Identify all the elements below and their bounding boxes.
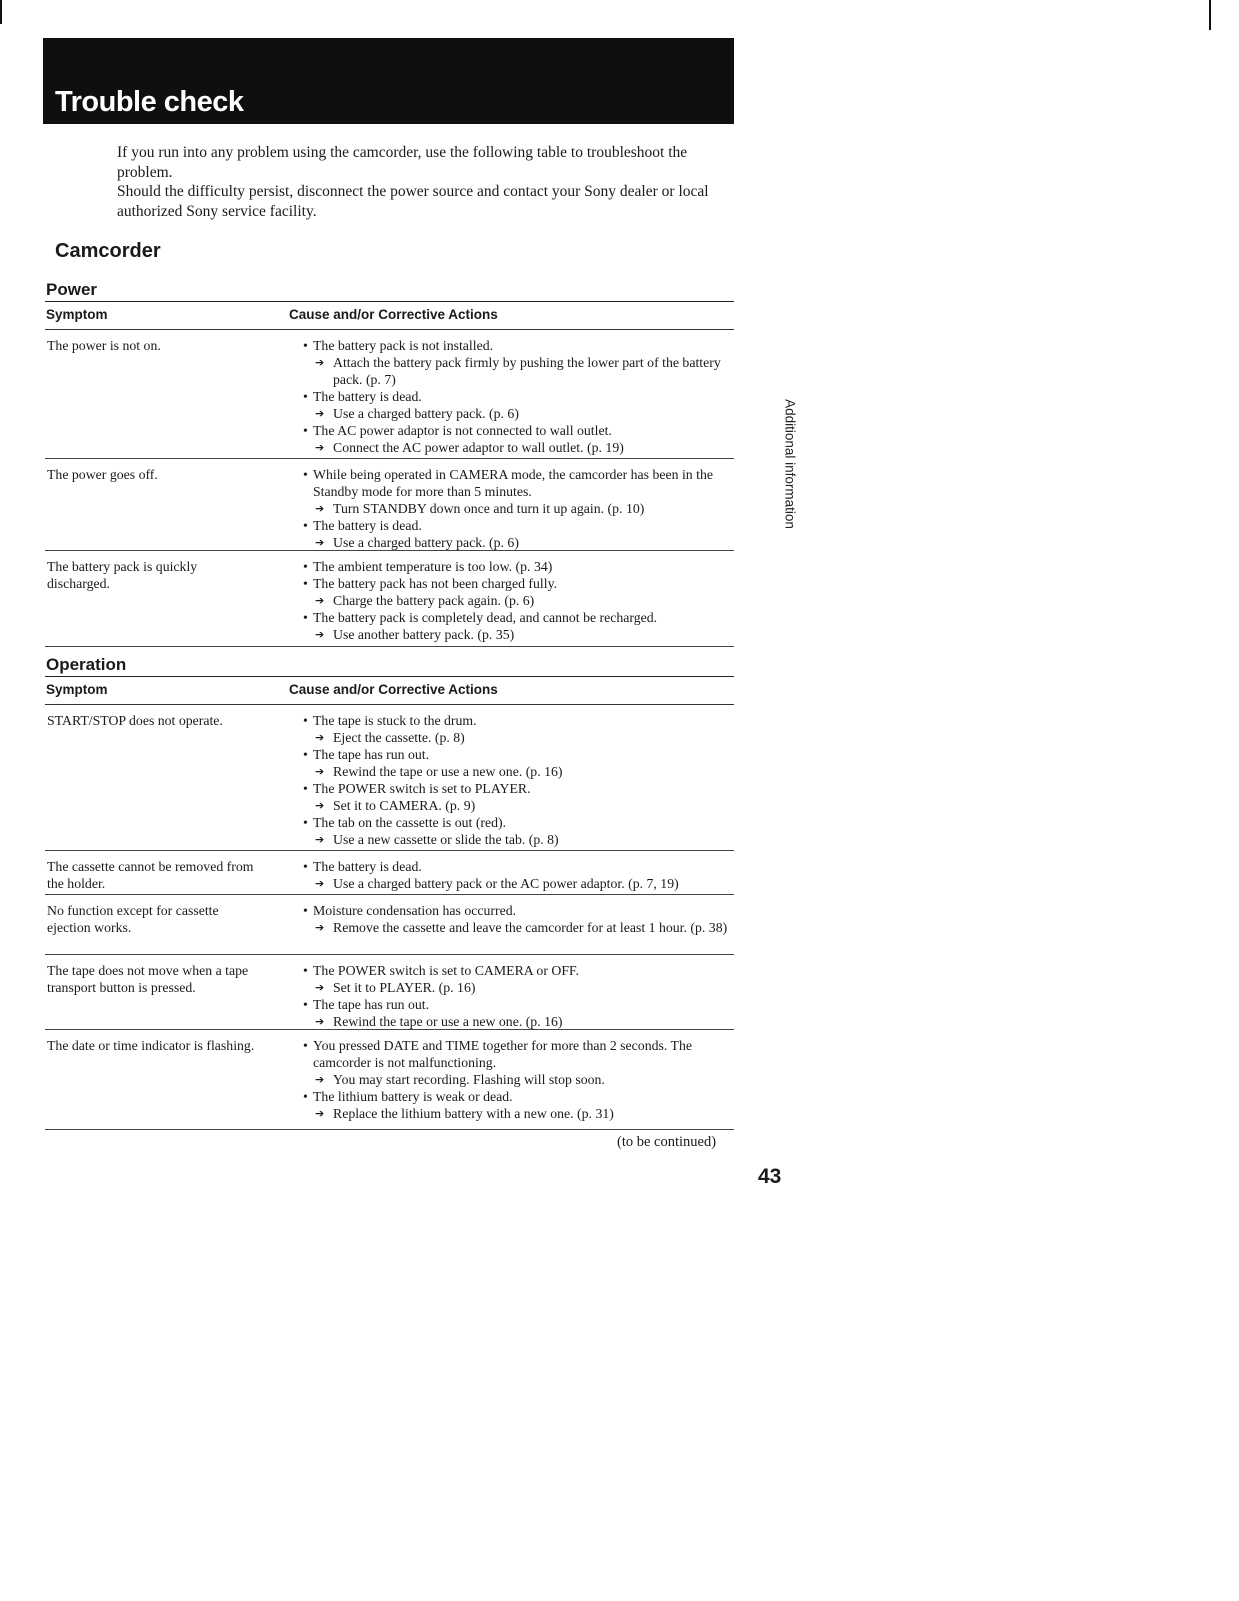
symptom-cell: The date or time indicator is flashing. — [47, 1038, 255, 1053]
section-heading-camcorder: Camcorder — [55, 240, 161, 262]
cause-item: • The tape is stuck to the drum. — [303, 712, 743, 729]
header-symptom: Symptom — [46, 682, 108, 697]
cause-item: • The battery is dead. — [303, 517, 743, 534]
cause-item: • The battery pack is not installed. — [303, 337, 743, 354]
cause-cell — [303, 712, 743, 848]
cause-item: • The POWER switch is set to PLAYER. — [303, 780, 743, 797]
symptom-cell: The cassette cannot be removed from the holder. — [47, 859, 254, 891]
cause-item: • The tape has run out. — [303, 996, 743, 1013]
cause-item: • The lithium battery is weak or dead. — [303, 1088, 743, 1105]
cause-cell — [303, 337, 743, 456]
continued-note: (to be continued) — [617, 1134, 717, 1150]
power-rows — [45, 330, 734, 647]
side-tab — [782, 384, 798, 544]
corrective-action: ➔ Rewind the tape or use a new one. (p. 16) — [303, 1013, 743, 1030]
power-section — [45, 279, 734, 647]
crop-mark-right — [1209, 0, 1211, 30]
corrective-action: ➔ Rewind the tape or use a new one. (p. 16) — [303, 763, 743, 780]
symptom-cell: The power goes off. — [47, 467, 158, 482]
table-row — [45, 895, 734, 955]
cause-item: • The battery is dead. — [303, 388, 743, 405]
cause-cell — [303, 1037, 743, 1122]
title-bar — [43, 38, 734, 124]
section-title-power: Power — [46, 280, 98, 299]
intro-text — [117, 143, 737, 221]
corrective-action: ➔ Eject the cassette. (p. 8) — [303, 729, 743, 746]
table-row — [45, 330, 734, 459]
crop-mark-left — [0, 0, 2, 24]
corrective-action: ➔ Charge the battery pack again. (p. 6) — [303, 592, 743, 609]
intro-paragraph-1: If you run into any problem using the camcorder, use the following table to troubleshoot the problem. — [117, 144, 688, 181]
cause-item: • The battery is dead. — [303, 858, 743, 875]
corrective-action: ➔ Use a charged battery pack or the AC power adaptor. (p. 7, 19) — [303, 875, 743, 892]
symptom-cell: No function except for cassette ejection works. — [47, 903, 219, 935]
corrective-action: ➔ Set it to PLAYER. (p. 16) — [303, 979, 743, 996]
cause-item: • The AC power adaptor is not connected to wall outlet. — [303, 422, 743, 439]
cause-item: • The POWER switch is set to CAMERA or OFF. — [303, 962, 743, 979]
cause-cell — [303, 558, 743, 643]
side-tab-label: Additional information — [782, 399, 798, 529]
symptom-cell: START/STOP does not operate. — [47, 713, 223, 728]
cause-item: • The battery pack has not been charged fully. — [303, 575, 743, 592]
table-row — [45, 459, 734, 551]
corrective-action: ➔ Connect the AC power adaptor to wall outlet. (p. 19) — [303, 439, 743, 456]
symptom-cell: The tape does not move when a tape transport button is pressed. — [47, 963, 249, 995]
table-row — [45, 1030, 734, 1130]
page-number: 43 — [758, 1165, 782, 1188]
cause-item: • The ambient temperature is too low. (p. 34) — [303, 558, 743, 575]
corrective-action: ➔ Use a charged battery pack. (p. 6) — [303, 534, 743, 551]
corrective-action: ➔ Remove the cassette and leave the camcorder for at least 1 hour. (p. 38) — [303, 919, 743, 936]
cause-item: • While being operated in CAMERA mode, the camcorder has been in the Standby mode for more than 5 minutes. — [303, 466, 743, 500]
table-header — [45, 676, 734, 705]
section-title-operation: Operation — [46, 655, 127, 674]
table-header — [45, 301, 734, 330]
corrective-action: ➔ Attach the battery pack firmly by pushing the lower part of the battery pack. (p. 7) — [303, 354, 743, 388]
cause-item: • Moisture condensation has occurred. — [303, 902, 743, 919]
header-cause: Cause and/or Corrective Actions — [289, 307, 498, 322]
cause-cell — [303, 962, 743, 1030]
corrective-action: ➔ Use a new cassette or slide the tab. (p. 8) — [303, 831, 743, 848]
corrective-action: ➔ You may start recording. Flashing will stop soon. — [303, 1071, 743, 1088]
table-row — [45, 955, 734, 1030]
cause-cell — [303, 902, 743, 936]
corrective-action: ➔ Use a charged battery pack. (p. 6) — [303, 405, 743, 422]
operation-rows — [45, 705, 734, 1130]
header-cause: Cause and/or Corrective Actions — [289, 682, 498, 697]
table-row — [45, 551, 734, 647]
operation-section — [45, 654, 734, 1130]
page-title: Trouble check — [55, 86, 244, 118]
cause-cell — [303, 466, 743, 551]
table-row — [45, 851, 734, 895]
corrective-action: ➔ Turn STANDBY down once and turn it up again. (p. 10) — [303, 500, 743, 517]
intro-paragraph-2: Should the difficulty persist, disconnect the power source and contact your Sony dealer or local authorized Sony service facility. — [117, 183, 709, 220]
table-row — [45, 705, 734, 851]
symptom-cell: The power is not on. — [47, 338, 161, 353]
cause-item: • The tape has run out. — [303, 746, 743, 763]
corrective-action: ➔ Set it to CAMERA. (p. 9) — [303, 797, 743, 814]
cause-item: • The tab on the cassette is out (red). — [303, 814, 743, 831]
symptom-cell: The battery pack is quickly discharged. — [47, 559, 198, 591]
corrective-action: ➔ Use another battery pack. (p. 35) — [303, 626, 743, 643]
cause-cell — [303, 858, 743, 892]
corrective-action: ➔ Replace the lithium battery with a new one. (p. 31) — [303, 1105, 743, 1122]
header-symptom: Symptom — [46, 307, 108, 322]
cause-item: • You pressed DATE and TIME together for more than 2 seconds. The camcorder is not malfunctioning. — [303, 1037, 743, 1071]
cause-item: • The battery pack is completely dead, and cannot be recharged. — [303, 609, 743, 626]
